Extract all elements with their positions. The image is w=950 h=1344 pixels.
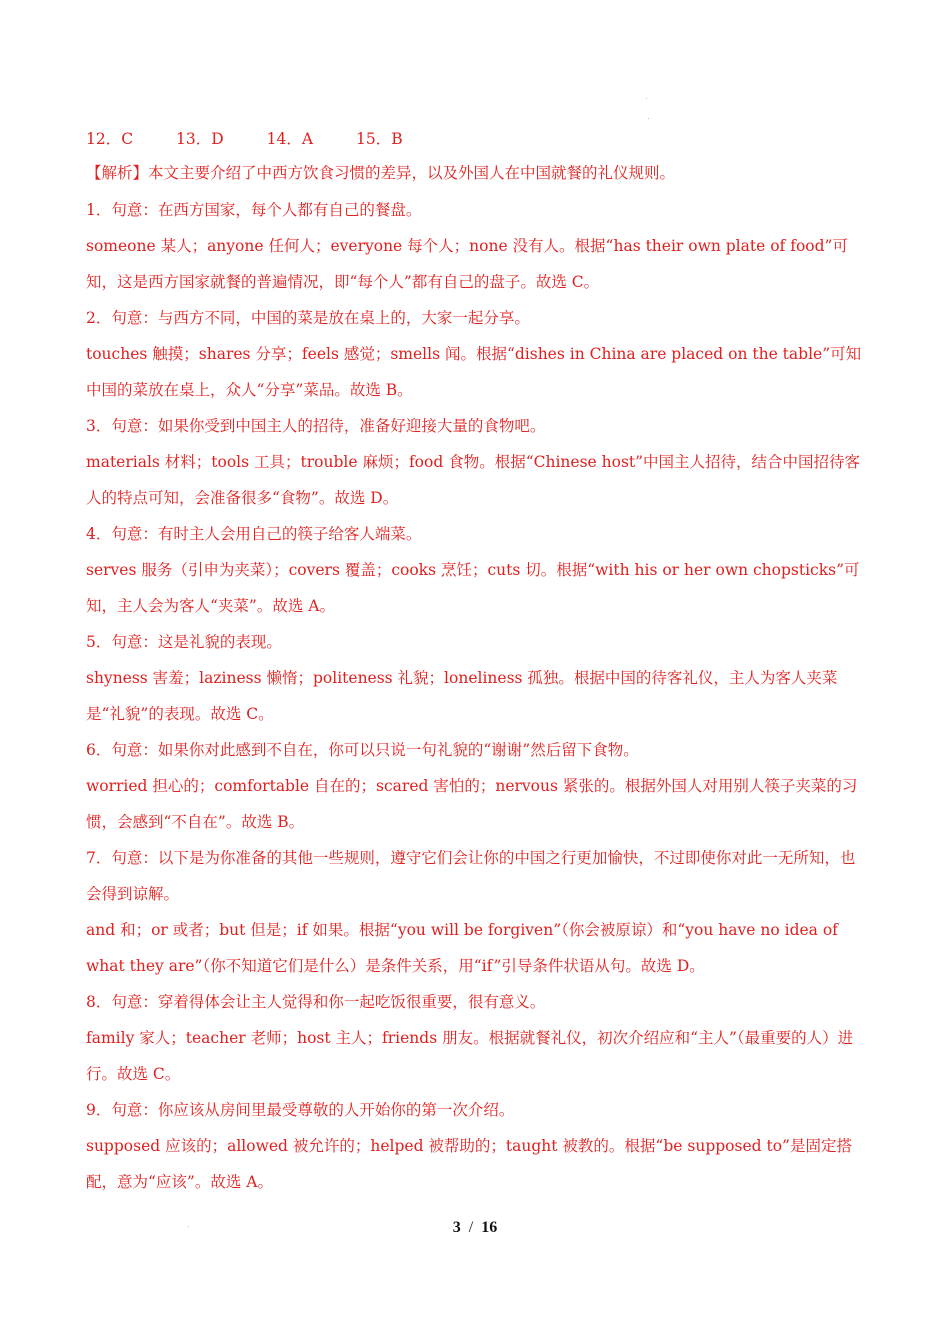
item-4-explanation: serves 服务（引申为夹菜）；covers 覆盖；cooks 烹饪；cuts 切。根据“with his or her own chopsticks”可知，主人会为客人“夹菜”。故选 A。 — [86, 561, 860, 615]
item-5-explanation: shyness 害羞；laziness 懒惰；politeness 礼貌；loneliness 孤独。根据中国的待客礼仪，主人为客人夹菜是“礼貌”的表现。故选 C。 — [86, 669, 838, 723]
item-2-sentence: 2．句意：与西方不同，中国的菜是放在桌上的，大家一起分享。 — [86, 309, 530, 327]
current-page-number: 3 — [452, 1219, 461, 1236]
item-3-explanation: materials 材料；tools 工具；trouble 麻烦；food 食物。根据“Chinese host”中国主人招待，结合中国招待客人的特点可知，会准备很多“食物”。故选 D。 — [86, 453, 861, 507]
item-8-explanation: family 家人；teacher 老师；host 主人；friends 朋友。根据就餐礼仪，初次介绍应和“主人”（最重要的人）进行。故选 C。 — [86, 1029, 854, 1083]
item-3-sentence: 3．句意：如果你受到中国主人的招待，准备好迎接大量的食物吧。 — [86, 417, 546, 435]
item-1-sentence: 1．句意：在西方国家，每个人都有自己的餐盘。 — [86, 201, 422, 219]
page-number-footer — [0, 1219, 950, 1237]
item-9-sentence: 9．句意：你应该从房间里最受尊敬的人开始你的第一次介绍。 — [86, 1101, 515, 1119]
item-9-explanation: supposed 应该的；allowed 被允许的；helped 被帮助的；taught 被教的。根据“be supposed to”是固定搭配，意为“应该”。故选 A。 — [86, 1137, 852, 1191]
item-5-sentence: 5．句意：这是礼貌的表现。 — [86, 633, 282, 651]
answer-15: 15．B — [355, 130, 403, 148]
item-6-explanation: worried 担心的；comfortable 自在的；scared 害怕的；nervous 紧张的。根据外国人对用别人筷子夹菜的习惯，会感到“不自在”。故选 B。 — [86, 777, 858, 831]
analysis-summary: 【解析】本文主要介绍了中西方饮食习惯的差异，以及外国人在中国就餐的礼仪规则。 — [86, 164, 676, 182]
item-7-sentence: 7．句意：以下是为你准备的其他一些规则，遵守它们会让你的中国之行更加愉快，不过即使你对此一无所知，也会得到谅解。 — [86, 849, 856, 903]
item-1-explanation: someone 某人；anyone 任何人；everyone 每个人；none 没有人。根据“has their own plate of food”可知，这是西方国家就餐的普遍情况，即“每个人”都有自己的盘子。故选 C。 — [86, 237, 848, 291]
answer-12: 12．C — [86, 130, 134, 148]
scan-dot — [648, 118, 649, 119]
answer-13: 13．D — [176, 130, 224, 148]
answer-14: 14．A — [266, 130, 314, 148]
page-separator: / — [468, 1219, 474, 1236]
item-7-explanation: and 和；or 或者；but 但是；if 如果。根据“you will be forgiven”（你会被原谅）和“you have no idea of what they are”（你不知道它们是什么）是条件关系，用“if”引导条件状语从句。故选 D。 — [86, 921, 838, 975]
item-8-sentence: 8．句意：穿着得体会让主人觉得和你一起吃饭很重要，很有意义。 — [86, 993, 546, 1011]
item-2-explanation: touches 触摸；shares 分享；feels 感觉；smells 闻。根据“dishes in China are placed on the table”可知中国的菜放在桌上，众人“分享”菜品。故选 B。 — [86, 345, 862, 399]
answer-key-row — [86, 127, 441, 149]
total-page-count: 16 — [481, 1219, 498, 1236]
item-6-sentence: 6．句意：如果你对此感到不自在，你可以只说一句礼貌的“谢谢”然后留下食物。 — [86, 741, 639, 759]
scan-dot — [646, 98, 647, 99]
item-4-sentence: 4．句意：有时主人会用自己的筷子给客人端菜。 — [86, 525, 422, 543]
analysis-content — [86, 160, 866, 1200]
